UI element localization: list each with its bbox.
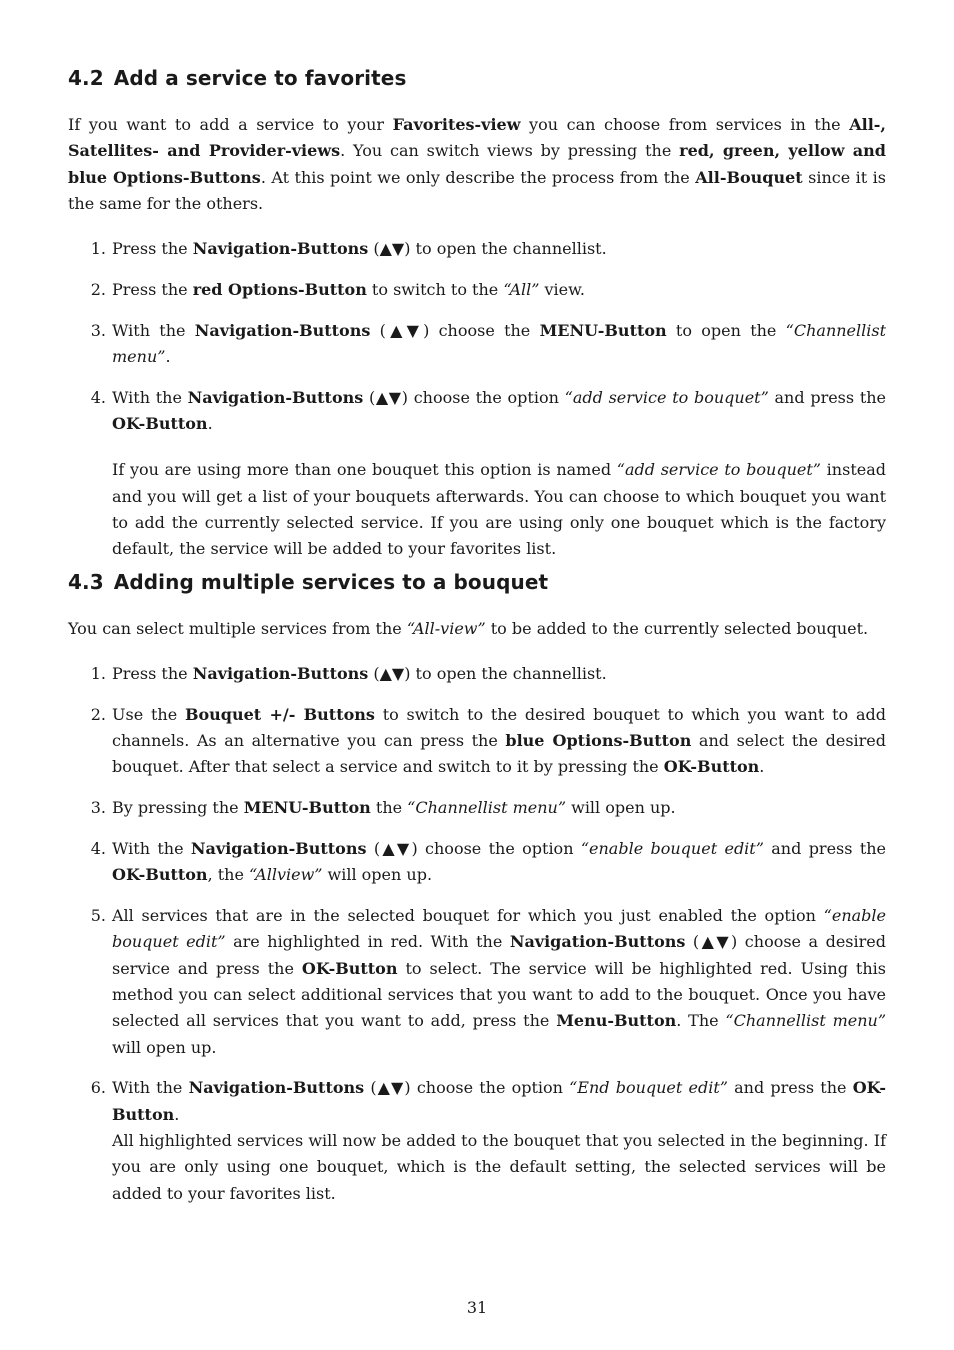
list-item (68, 318, 886, 371)
text: . (759, 757, 765, 777)
list-item (68, 236, 886, 262)
text: (▲▼) choose the option (366, 838, 581, 858)
text: If you are using more than one bouquet this option is named (112, 460, 617, 480)
text: (▲▼) choose the (370, 320, 540, 340)
bold-text: red Options-Button (192, 279, 367, 299)
text: With the (112, 838, 191, 858)
list-item (68, 661, 886, 687)
text: will open up. (566, 798, 676, 818)
bold-text: OK-Button (663, 757, 760, 777)
list-item (68, 795, 886, 821)
section-heading-4-3 (68, 570, 548, 594)
italic-text: “All” (503, 279, 540, 299)
text: (▲▼) choose the option (363, 387, 565, 407)
bold-text: Navigation-Buttons (188, 1078, 365, 1098)
list-item (68, 1075, 886, 1206)
list-item (68, 836, 886, 889)
text: Press the (112, 279, 193, 299)
text: will open up. (112, 1037, 217, 1057)
step-note: All highlighted services will now be added to the bouquet that you selected in the beginning. If you are only using one bouquet, which is the default setting, the selected services will be added to your favorites list. (112, 1130, 886, 1203)
text: to switch to the desired bouquet to which you want to add channels. As an alternative you can press the (112, 704, 886, 751)
intro-paragraph-4-3 (68, 616, 886, 642)
italic-text: “enable bouquet edit” (580, 838, 764, 858)
bold-text: Navigation-Buttons (187, 387, 364, 407)
list-item (68, 277, 886, 303)
text: . (165, 346, 171, 366)
list-item (68, 385, 886, 563)
section-number: 4.2 (68, 66, 104, 90)
list-marker: 6. (90, 1078, 106, 1098)
bold-text: All-, Satellites- and Provider-views (68, 115, 886, 161)
text: With the (112, 1078, 189, 1098)
list-marker: 2. (90, 279, 106, 299)
italic-text: “Channellist menu” (407, 798, 567, 818)
text: to select. The service will be highlighted red. Using this method you can select additional services that you want to add to the bouquet. Once you have selected all services that you want to add, press the (112, 958, 886, 1031)
bold-text: Navigation-Buttons (192, 239, 369, 258)
text: and select the desired bouquet. After that select a service and switch to it by pressing the (112, 731, 887, 777)
bold-text: OK-Button (301, 958, 398, 978)
text: Press the (112, 664, 193, 683)
bold-text: Menu-Button (556, 1011, 677, 1031)
steps-list-4-3 (68, 661, 886, 1221)
bold-text: Favorites-view (392, 115, 521, 134)
bold-text: MENU-Button (243, 798, 371, 818)
text: will open up. (322, 865, 433, 885)
text: (▲▼) to open the channellist. (368, 664, 607, 683)
text: instead and you will get a list of your bouquets afterwards. You can choose to which bouquet you want to add the currently selected service. If you are using only one bouquet which is the factory default, the service will be added to your favorites list. (112, 460, 886, 559)
text: to switch to the (366, 279, 504, 299)
text: view. (539, 279, 586, 299)
text: (▲▼) choose a desired service and press the (112, 932, 886, 978)
italic-text: “add service to bouquet” (564, 387, 769, 407)
list-marker: 1. (90, 239, 106, 258)
text: . At this point we only describe the process from the (260, 167, 696, 187)
bold-text: MENU-Button (539, 320, 667, 340)
list-marker: 4. (90, 838, 106, 858)
steps-list-4-2 (68, 236, 886, 577)
step-note (112, 457, 886, 562)
text: and press the (727, 1078, 853, 1098)
bold-text: OK-Button (112, 865, 208, 885)
list-marker: 3. (90, 320, 106, 340)
bold-text: Navigation-Buttons (509, 932, 686, 952)
text: and press the (763, 838, 887, 858)
list-marker: 5. (90, 906, 106, 926)
text: are highlighted in red. With the (225, 932, 510, 952)
text: With the (112, 387, 188, 407)
text: All services that are in the selected bouquet for which you just enabled the option (112, 906, 824, 926)
section-title: Adding multiple services to a bouquet (113, 570, 549, 594)
list-marker: 2. (90, 704, 106, 724)
list-marker: 1. (90, 664, 106, 683)
text: Press the (112, 239, 193, 258)
italic-text: “End bouquet edit” (569, 1078, 728, 1098)
text: By pressing the (112, 798, 244, 818)
section-number: 4.3 (68, 570, 104, 594)
italic-text: “Channellist menu” (112, 320, 887, 366)
bold-text: Navigation-Buttons (194, 320, 371, 340)
section-title: Add a service to favorites (113, 66, 407, 90)
text: to open the (666, 320, 786, 340)
italic-text: “All-view” (406, 619, 486, 638)
text: If you want to add a service to your (68, 115, 393, 134)
bold-text: Navigation-Buttons (192, 664, 369, 683)
text: and press the (768, 387, 887, 407)
text: you can choose from services in the (520, 115, 850, 134)
bold-text: Navigation-Buttons (190, 838, 367, 858)
text: since it is the same for the others. (68, 167, 887, 213)
section-heading-4-2 (68, 66, 406, 90)
page-number: 31 (466, 1298, 488, 1317)
bold-text: blue Options-Button (505, 731, 692, 751)
italic-text: “enable bouquet edit” (112, 906, 886, 952)
text: Use the (112, 704, 185, 724)
bold-text: OK-Button (112, 1078, 887, 1124)
text: . You can switch views by pressing the (340, 141, 680, 161)
list-marker: 3. (90, 798, 106, 818)
bold-text: All-Bouquet (695, 167, 803, 187)
text: (▲▼) choose the option (364, 1078, 570, 1098)
text: With the (112, 320, 195, 340)
intro-paragraph-4-2 (68, 112, 886, 217)
text: You can select multiple services from the (68, 619, 407, 638)
italic-text: “add service to bouquet” (616, 460, 821, 480)
text: . (207, 413, 213, 433)
text: (▲▼) to open the channellist. (368, 239, 607, 258)
text: . (174, 1104, 180, 1124)
list-item (68, 702, 886, 781)
text: to be added to the currently selected bouquet. (485, 619, 869, 638)
italic-text: “Channellist menu” (725, 1011, 887, 1031)
list-marker: 4. (90, 387, 106, 407)
italic-text: “Allview” (249, 865, 323, 885)
text: . The (676, 1011, 726, 1031)
bold-text: Bouquet +/- Buttons (184, 704, 375, 724)
bold-text: OK-Button (112, 413, 208, 433)
text: the (370, 798, 408, 818)
bold-text: red, green, yellow and blue Options-Buttons (68, 141, 886, 187)
text: , the (207, 865, 250, 885)
list-item (68, 903, 886, 1061)
